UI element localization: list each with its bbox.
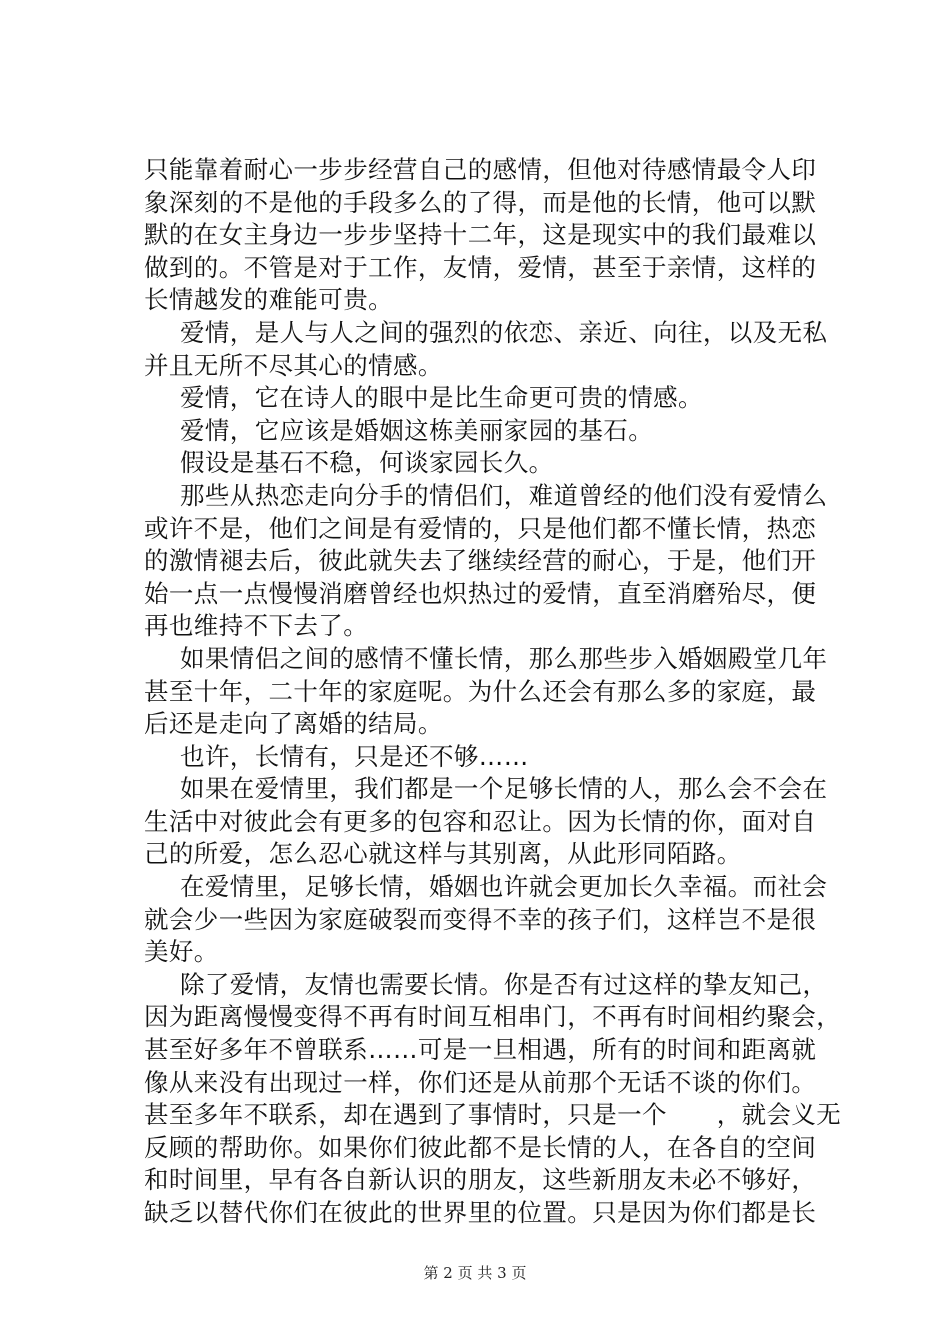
text-line: 像从来没有出现过一样，你们还是从前那个无话不谈的你们。 [144, 1067, 817, 1097]
text-line: 默的在女主身边一步步坚持十二年，这是现实中的我们最难以 [144, 220, 817, 250]
text-line: 生活中对彼此会有更多的包容和忍让。因为长情的你，面对自 [144, 806, 817, 836]
text-line: 或许不是，他们之间是有爱情的，只是他们都不懂长情，热恋 [144, 513, 817, 543]
text-line: 因为距离慢慢变得不再有时间互相串门，不再有时间相约聚会， [144, 1002, 842, 1032]
text-line: 己的所爱，怎么忍心就这样与其别离，从此形同陌路。 [144, 839, 742, 869]
text-line: 在爱情里，足够长情，婚姻也许就会更加长久幸福。而社会 [180, 872, 828, 902]
text-line: 只能靠着耐心一步步经营自己的感情，但他对待感情最令人印 [144, 155, 817, 184]
text-line: 做到的。不管是对于工作，友情，爱情，甚至于亲情，这样的 [144, 252, 817, 282]
text-line: 也许，长情有，只是还不够…… [180, 741, 529, 771]
text-line: 爱情，它应该是婚姻这栋美丽家园的基石。 [180, 415, 654, 445]
text-line: 爱情，是人与人之间的强烈的依恋、亲近、向往，以及无私 [180, 317, 828, 347]
text-line: 后还是走向了离婚的结局。 [144, 709, 443, 739]
text-line: 并且无所不尽其心的情感。 [144, 350, 443, 380]
text-line: 和时间里，早有各自新认识的朋友，这些新朋友未必不够好， [144, 1165, 817, 1195]
text-line: 甚至多年不联系，却在遇到了事情时，只是一个 ，就会义无 [144, 1100, 842, 1130]
text-line: 如果情侣之间的感情不懂长情，那么那些步入婚姻殿堂几年 [180, 643, 828, 673]
text-line: 美好。 [144, 937, 219, 967]
text-line: 长情越发的难能可贵。 [144, 285, 393, 315]
text-line: 反顾的帮助你。如果你们彼此都不是长情的人，在各自的空间 [144, 1132, 817, 1162]
text-line: 象深刻的不是他的手段多么的了得，而是他的长情，他可以默 [144, 187, 817, 217]
text-line: 除了爱情，友情也需要长情。你是否有过这样的挚友知己， [180, 969, 828, 999]
text-line: 如果在爱情里，我们都是一个足够长情的人，那么会不会在 [180, 774, 828, 804]
text-line: 甚至十年，二十年的家庭呢。为什么还会有那么多的家庭，最 [144, 676, 817, 706]
text-line: 甚至好多年不曾联系……可是一旦相遇，所有的时间和距离就 [144, 1035, 817, 1065]
document-body [144, 154, 842, 1230]
text-line: 爱情，它在诗人的眼中是比生命更可贵的情感。 [180, 383, 703, 413]
text-line: 就会少一些因为家庭破裂而变得不幸的孩子们，这样岂不是很 [144, 904, 817, 934]
text-line: 缺乏以替代你们在彼此的世界里的位置。只是因为你们都是长 [144, 1198, 817, 1227]
text-line: 那些从热恋走向分手的情侣们，难道曾经的他们没有爱情么 [180, 480, 828, 510]
text-line: 再也维持不下去了。 [144, 611, 369, 641]
page-footer: 第 2 页 共 3 页 [423, 1264, 527, 1282]
text-line: 假设是基石不稳，何谈家园长久。 [180, 448, 554, 478]
text-line: 的激情褪去后，彼此就失去了继续经营的耐心，于是，他们开 [144, 546, 817, 576]
text-line: 始一点一点慢慢消磨曾经也炽热过的爱情，直至消磨殆尽，便 [144, 578, 817, 608]
